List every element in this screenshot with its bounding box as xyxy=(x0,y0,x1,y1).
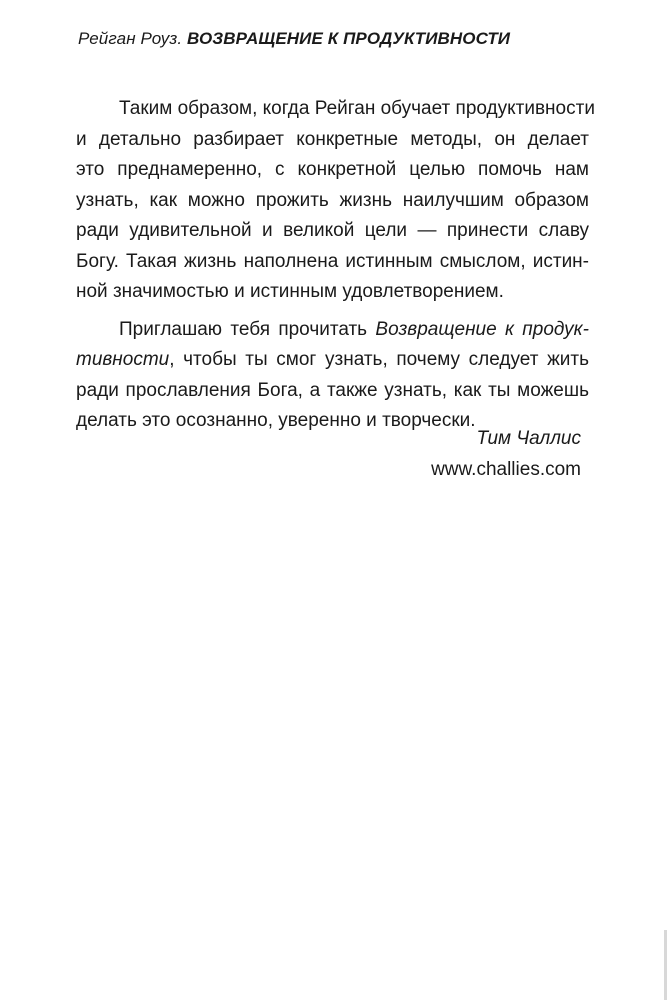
paragraph-line: делать это осознанно, уверенно и творчески. xyxy=(76,410,476,431)
paragraph-line: ради прославления Бога, а также узнать, как ты можешь xyxy=(76,379,589,401)
paragraph-line: это преднамеренно, с конкретной целью помочь нам xyxy=(76,159,589,180)
paragraph-gap xyxy=(76,308,589,315)
signature-name: Тим Чаллис xyxy=(476,428,581,449)
paragraph-line: Таким образом, когда Рейган обучает продуктивности xyxy=(119,98,595,119)
paragraph-line: и детально разбирает конкретные методы, он делает xyxy=(76,128,589,150)
paragraph-text: , чтобы ты смог узнать, почему следует жить xyxy=(169,349,589,370)
paragraph-2 xyxy=(76,315,589,437)
paragraph-line: ради удивительной и великой цели — принести славу xyxy=(76,220,589,241)
running-head-author: Рейган Роуз. xyxy=(78,29,183,48)
book-title-italic: Возвращение к продук- xyxy=(375,318,589,340)
paragraph-line: Богу. Такая жизнь наполнена истинным смыслом, истин- xyxy=(76,250,589,272)
paragraph-line xyxy=(76,315,589,346)
body-text xyxy=(76,94,595,437)
signature-website: www.challies.com xyxy=(431,459,581,480)
paragraph-line: ной значимостью и истинным удовлетворением. xyxy=(76,281,504,302)
paragraph-line xyxy=(76,345,589,376)
paragraph-line: узнать, как можно прожить жизнь наилучшим образом xyxy=(76,189,589,211)
paragraph-1 xyxy=(76,94,595,308)
running-head-book-title: ВОЗВРАЩЕНИЕ К ПРОДУКТИВНОСТИ xyxy=(186,29,511,48)
signature xyxy=(431,423,581,485)
running-head xyxy=(78,29,510,49)
book-title-italic: тивности xyxy=(76,349,170,370)
paragraph-text: Приглашаю тебя прочитать xyxy=(119,318,376,340)
